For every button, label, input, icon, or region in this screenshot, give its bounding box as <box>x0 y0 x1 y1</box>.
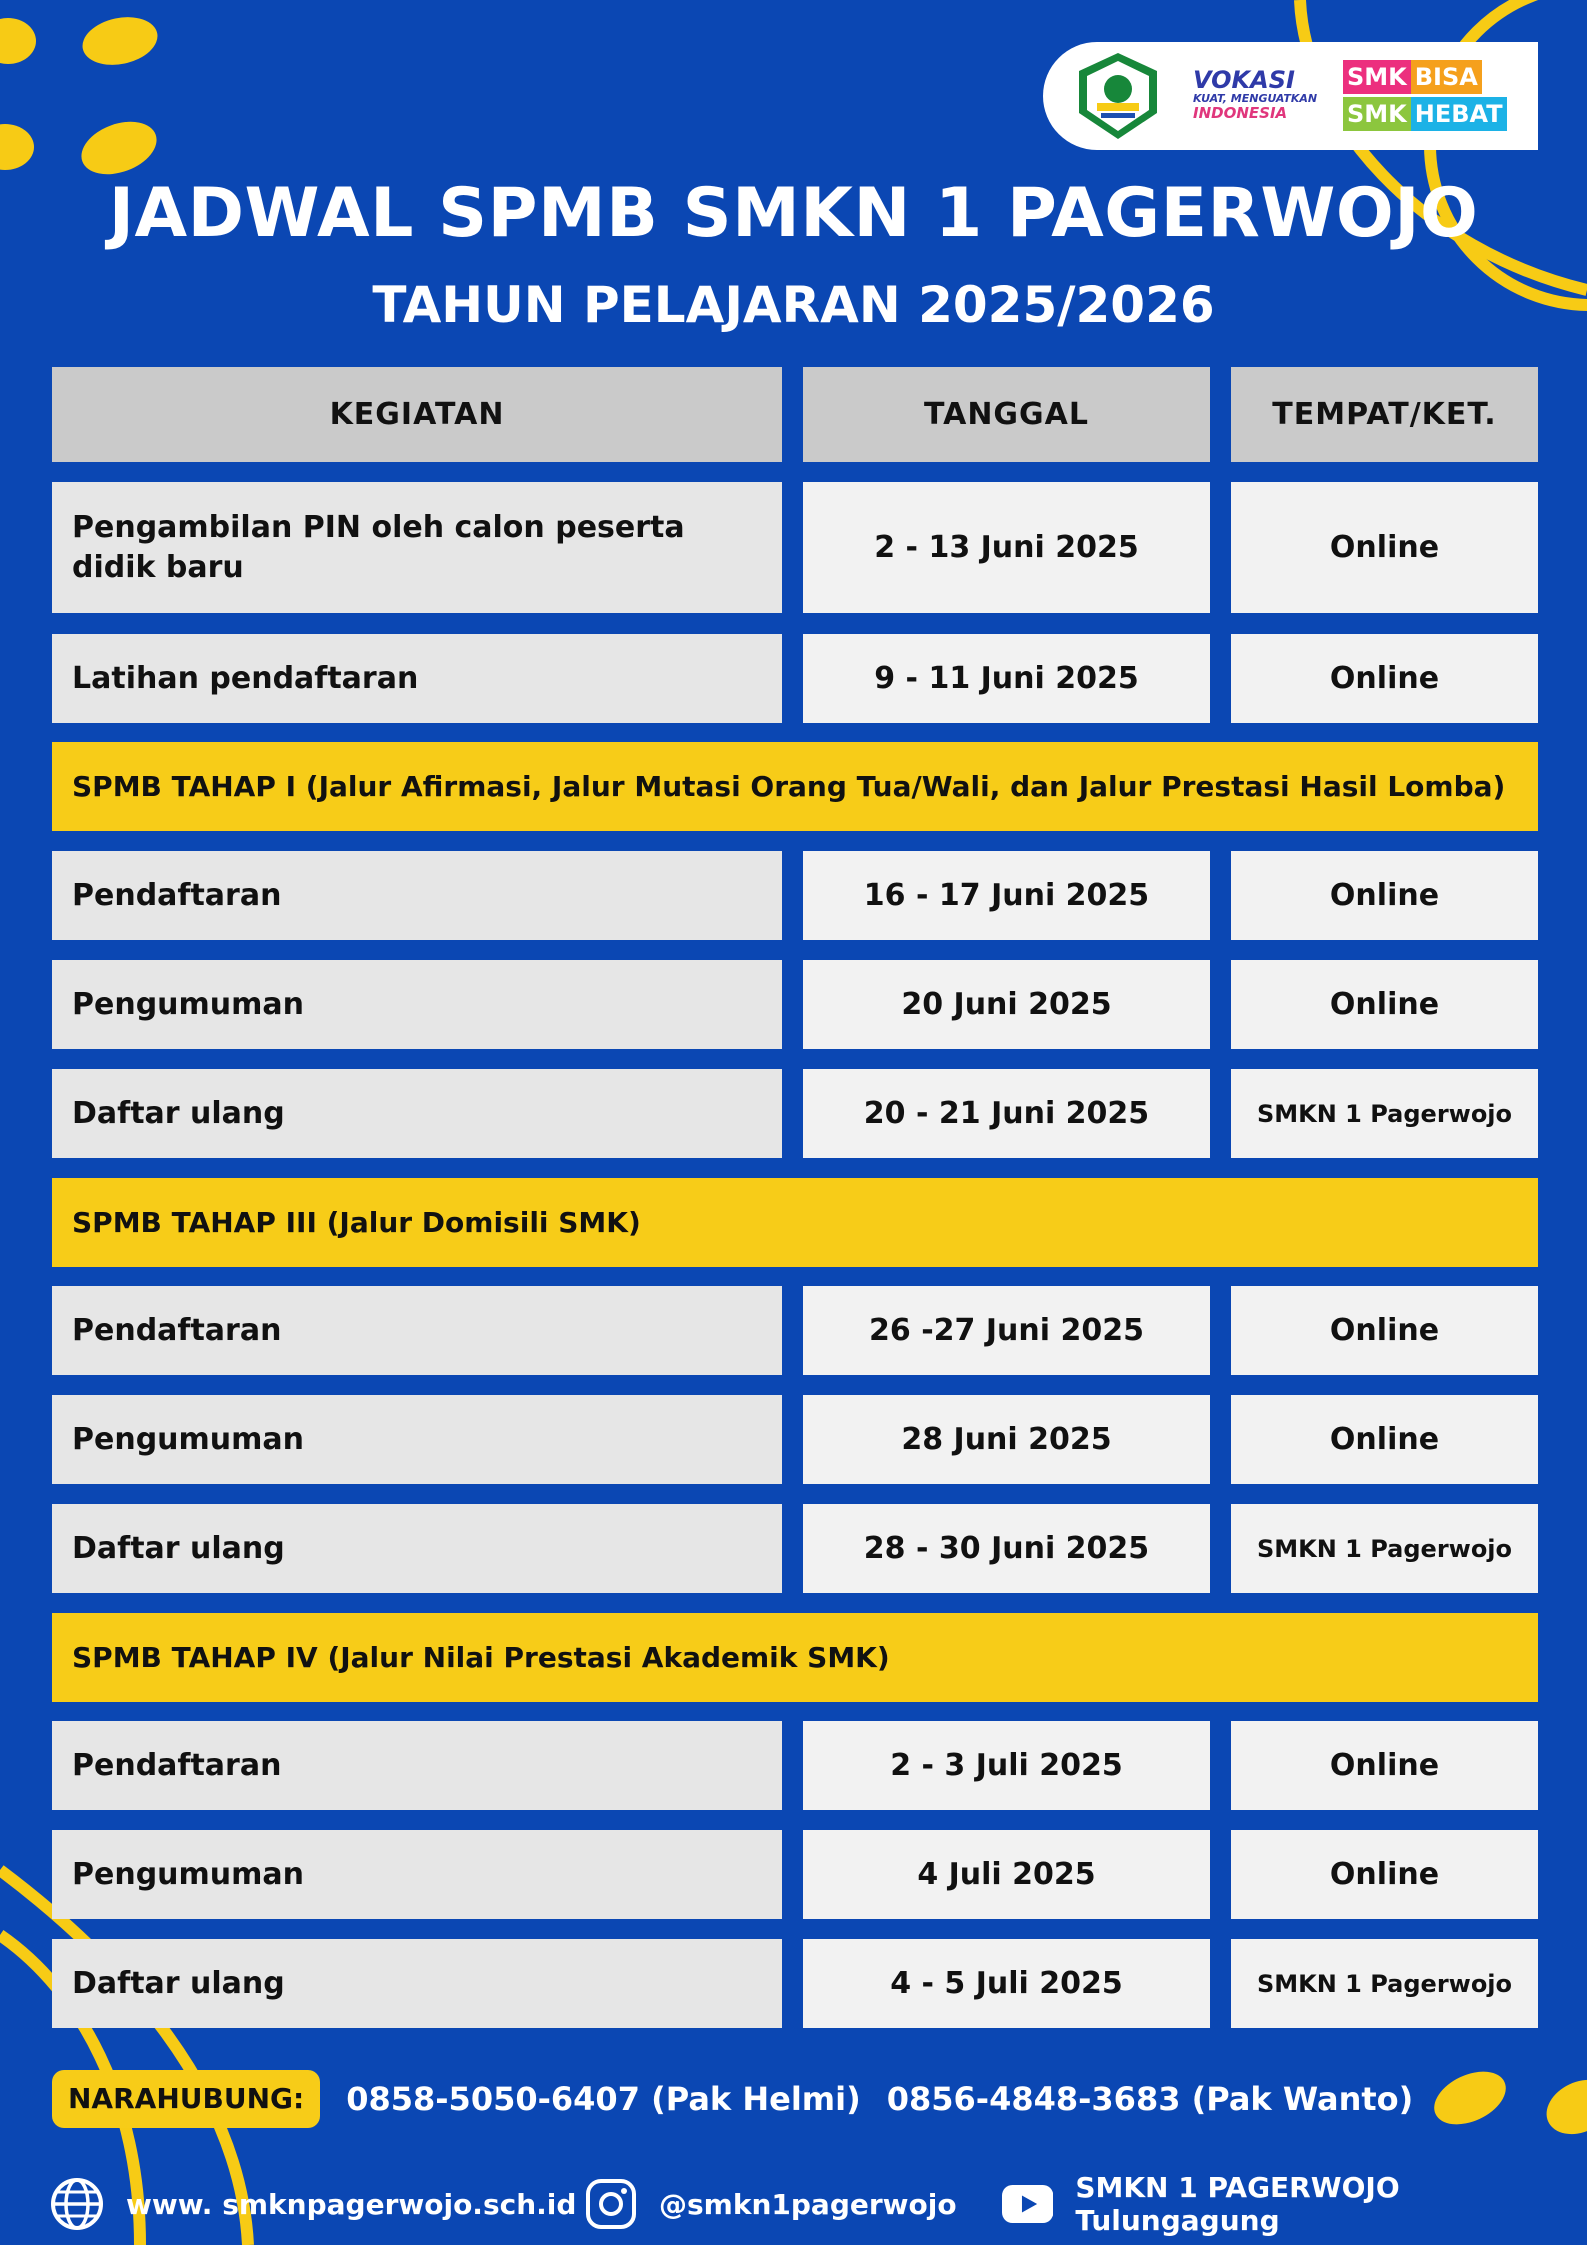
vokasi-logo-tagline: KUAT, MENGUATKAN <box>1193 92 1318 105</box>
footer-youtube[interactable] <box>1002 2171 1587 2237</box>
date-cell: 26 -27 Juni 2025 <box>803 1286 1210 1375</box>
smk-bisa-prefix: SMK <box>1343 60 1411 94</box>
school-emblem-icon <box>1073 51 1163 141</box>
activity-cell: Pengambilan PIN oleh calon peserta didik baru <box>52 482 782 613</box>
date-cell: 28 Juni 2025 <box>803 1395 1210 1484</box>
place-cell: Online <box>1231 1830 1538 1919</box>
date-cell: 9 - 11 Juni 2025 <box>803 634 1210 723</box>
place-cell: Online <box>1231 851 1538 940</box>
globe-icon <box>50 2177 104 2231</box>
date-cell: 2 - 3 Juli 2025 <box>803 1721 1210 1810</box>
contact-bar <box>52 2069 1413 2129</box>
smk-hebat-word: HEBAT <box>1411 97 1507 131</box>
instagram-icon <box>585 2178 637 2230</box>
place-cell: Online <box>1231 482 1538 613</box>
place-cell: Online <box>1231 1286 1538 1375</box>
logo-banner <box>1043 42 1538 150</box>
activity-cell: Pengumuman <box>52 1395 782 1484</box>
date-cell: 2 - 13 Juni 2025 <box>803 482 1210 613</box>
activity-cell: Pengumuman <box>52 960 782 1049</box>
date-cell: 28 - 30 Juni 2025 <box>803 1504 1210 1593</box>
youtube-icon <box>1002 2184 1053 2224</box>
page-subtitle: TAHUN PELAJARAN 2025/2026 <box>372 276 1215 334</box>
phase-title: SPMB TAHAP IV (Jalur Nilai Prestasi Akademik SMK) <box>52 1613 1538 1702</box>
place-cell: SMKN 1 Pagerwojo <box>1231 1504 1538 1593</box>
activity-cell: Pendaftaran <box>52 851 782 940</box>
footer-website[interactable] <box>50 2174 576 2234</box>
date-cell: 4 - 5 Juli 2025 <box>803 1939 1210 2028</box>
activity-cell: Latihan pendaftaran <box>52 634 782 723</box>
phase-title: SPMB TAHAP I (Jalur Afirmasi, Jalur Mutasi Orang Tua/Wali, dan Jalur Prestasi Hasil Lomba) <box>52 742 1538 831</box>
contact-label: NARAHUBUNG: <box>52 2070 320 2128</box>
phase-title: SPMB TAHAP III (Jalur Domisili SMK) <box>52 1178 1538 1267</box>
vokasi-logo <box>1193 68 1333 128</box>
header-kegiatan: KEGIATAN <box>52 367 782 462</box>
vokasi-logo-country: INDONESIA <box>1193 104 1288 122</box>
contact-phone[interactable]: 0856-4848-3683 (Pak Wanto) <box>886 2080 1414 2118</box>
place-cell: SMKN 1 Pagerwojo <box>1231 1939 1538 2028</box>
page-title: JADWAL SPMB SMKN 1 PAGERWOJO <box>108 174 1479 253</box>
youtube-channel[interactable]: SMKN 1 PAGERWOJO Tulungagung <box>1075 2171 1400 2237</box>
footer-instagram[interactable] <box>585 2174 957 2234</box>
place-cell: Online <box>1231 960 1538 1049</box>
activity-cell: Daftar ulang <box>52 1504 782 1593</box>
place-cell: SMKN 1 Pagerwojo <box>1231 1069 1538 1158</box>
date-cell: 4 Juli 2025 <box>803 1830 1210 1919</box>
date-cell: 20 Juni 2025 <box>803 960 1210 1049</box>
place-cell: Online <box>1231 634 1538 723</box>
instagram-handle[interactable]: @smkn1pagerwojo <box>659 2187 957 2221</box>
activity-cell: Daftar ulang <box>52 1939 782 2028</box>
smk-bisa-word: BISA <box>1411 60 1482 94</box>
smk-hebat-prefix: SMK <box>1343 97 1411 131</box>
activity-cell: Pengumuman <box>52 1830 782 1919</box>
place-cell: Online <box>1231 1395 1538 1484</box>
date-cell: 16 - 17 Juni 2025 <box>803 851 1210 940</box>
header-tempat: TEMPAT/KET. <box>1231 367 1538 462</box>
smk-bisa-hebat-logo <box>1343 60 1513 132</box>
vokasi-logo-title: VOKASI <box>1193 66 1295 94</box>
date-cell: 20 - 21 Juni 2025 <box>803 1069 1210 1158</box>
place-cell: Online <box>1231 1721 1538 1810</box>
activity-cell: Pendaftaran <box>52 1286 782 1375</box>
activity-cell: Pendaftaran <box>52 1721 782 1810</box>
contact-phone[interactable]: 0858-5050-6407 (Pak Helmi) <box>346 2080 861 2118</box>
header-tanggal: TANGGAL <box>803 367 1210 462</box>
activity-cell: Daftar ulang <box>52 1069 782 1158</box>
website-link[interactable]: www. smknpagerwojo.sch.id <box>126 2187 577 2221</box>
